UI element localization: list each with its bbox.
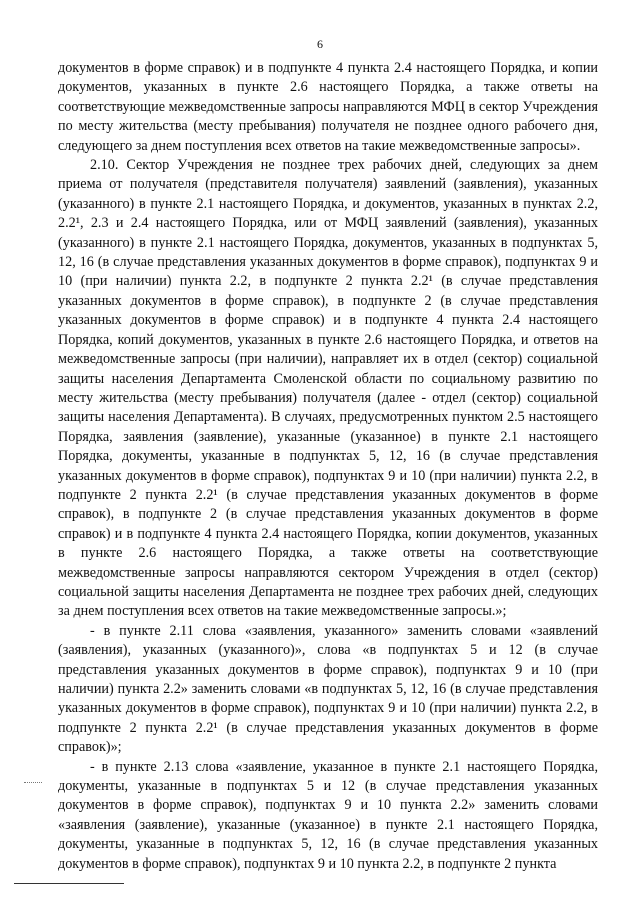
page-number: 6 [317, 37, 323, 51]
paragraph-2-13-amendment: - в пункте 2.13 слова «заявление, указанное в пункте 2.1 настоящего Порядка, документы, указанные в подпунктах 5 и 12 (в случае представления указанных документов в форме справок), подпунктах 9 и 10 пункта 2.2» заменить словами «заявления (заявление), указанные (указанное) в пункте 2.1 настоящего Порядка, документы, указанные в подпунктах 5, 12, 16 (в случае представления указанных документов в форме справок), подпунктах 9 и 10 пункта 2.2, в подпункте 2 пункта [58, 758, 598, 872]
paragraph-2-11-amendment: - в пункте 2.11 слова «заявления, указанного» заменить словами «заявлений (заявления), указанных (указанного)», слова «в подпунктах 5 и 12 (в случае представления указанных документов в форме справок), подпунктах 9 и 10 (при наличии) пункта 2.2» заменить словами «в подпунктах 5, 12, 16 (в случае представления указанных документов в форме справок), подпунктах 9 и 10 (при наличии) пункта 2.2, в подпункте 2 пункта 2.2¹ (в случае представления указанных документов в форме справок)»; [58, 622, 598, 756]
paragraph-continuation: документов в форме справок) и в подпунктe 4 пункта 2.4 настоящего Порядка, и копии документов, указанных в пункте 2.6 настоящего Порядка, а также ответы на соответствующие межведомственные запросы направляются МФЦ в сектор Учреждения по месту жительства (месту пребывания) получателя не позднее одного рабочего дня, следующего за днем поступления всех ответов на такие межведомственные запросы». [58, 60, 598, 154]
document-body [58, 59, 598, 874]
margin-scan-mark [24, 782, 42, 783]
paragraph-2-10: 2.10. Сектор Учреждения не позднее трех рабочих дней, следующих за днем приема от получателя (представителя получателя) заявлений (заявления), указанных (указанного) в пункте 2.1 настоящего Порядка, и документов, указанных в пунктах 2.2, 2.2¹, 2.3 и 2.4 настоящего Порядка, или от МФЦ заявлений (заявления), указанных (указанного) в пункте 2.1 настоящего Порядка, документов, указанных в подпунктах 5, 12, 16 (в случае представления указанных документов в форме справок), подпунктах 9 и 10 (при наличии) пункта 2.2, в подпункте 2 пункта 2.2¹ (в случае представления указанных документов в форме справок), в подпункте 2 (в случае представления указанных документов в форме справок) и в подпункте 4 пункта 2.4 настоящего Порядка, копий документов, указанных в пункте 2.6 настоящего Порядка, и ответов на межведомственные запросы (при наличии), направляет их в отдел (сектор) социальной защиты населения Департамента Смоленской области по социальному развитию по месту жительства (месту пребывания) получателя (далее - отдел (сектор) социальной защиты населения Департамента). В случаях, предусмотренных пунктом 2.5 настоящего Порядка, заявления (заявление), указанные (указанное) в пункте 2.1 настоящего Порядка, документы, указанные в подпунктах 5, 12, 16 (в случае представления указанных документов в форме справок), подпунктах 9 и 10 (при наличии) пункта 2.2, в подпункте 2 пункта 2.2¹ (в случае представления указанных документов в форме справок), в подпункте 2 (в случае представления указанных документов в форме справок) и в подпункте 4 пункта 2.4 настоящего Порядка, копии документов, указанных в пункте 2.6 настоящего Порядка, а также ответы на соответствующие межведомственные запросы направляются сектором Учреждения в отдел (сектор) социальной защиты населения Департамента не позднее трех рабочих дней, следующих за днем поступления всех ответов на такие межведомственные запросы.»; [58, 157, 598, 620]
footer-rule [14, 883, 124, 884]
